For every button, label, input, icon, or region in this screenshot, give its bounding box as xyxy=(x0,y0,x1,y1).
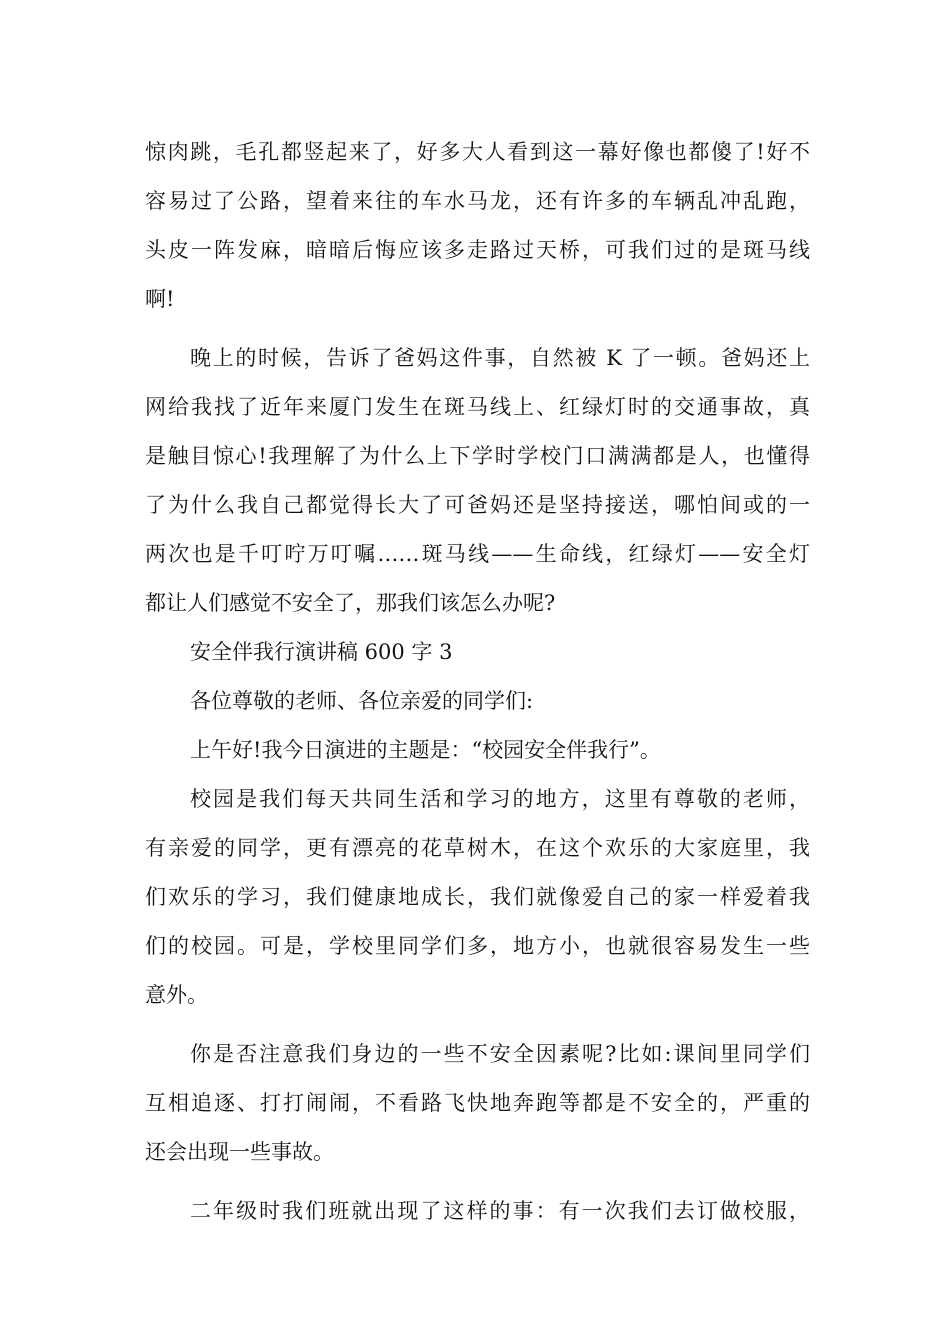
paragraph-line: 啊! xyxy=(145,287,175,311)
paragraph-line: 了为什么我自己都觉得长大了可爸妈还是坚持接送，哪怕间或的一 xyxy=(145,493,810,517)
paragraph-line: 惊肉跳，毛孔都竖起来了，好多大人看到这一幕好像也都傻了!好不 xyxy=(145,140,810,164)
paragraph-line: 还会出现一些事故。 xyxy=(145,1140,334,1164)
paragraph-line: 是触目惊心!我理解了为什么上下学时学校门口满满都是人，也懂得 xyxy=(145,444,810,468)
paragraph-line: 们欢乐的学习，我们健康地成长，我们就像爱自己的家一样爱着我 xyxy=(145,885,810,909)
section-heading: 安全伴我行演讲稿 600 字 3 xyxy=(190,640,453,664)
paragraph-line: 校园是我们每天共同生活和学习的地方，这里有尊敬的老师， xyxy=(190,787,810,811)
document-body xyxy=(145,128,810,1236)
paragraph-line: 二年级时我们班就出现了这样的事：有一次我们去订做校服， xyxy=(190,1199,810,1223)
greeting-line: 各位尊敬的老师、各位亲爱的同学们: xyxy=(190,689,534,713)
paragraph-line: 意外。 xyxy=(145,983,208,1007)
paragraph-line: 们的校园。可是，学校里同学们多，地方小，也就很容易发生一些 xyxy=(145,934,810,958)
paragraph-gap xyxy=(145,1177,810,1187)
paragraph-line: 有亲爱的同学，更有漂亮的花草树木，在这个欢乐的大家庭里，我 xyxy=(145,836,810,860)
paragraph-line: 晚上的时候，告诉了爸妈这件事，自然被 K 了一顿。爸妈还上 xyxy=(190,346,810,370)
paragraph-line: 两次也是千叮咛万叮嘱……斑马线——生命线，红绿灯——安全灯 xyxy=(145,542,810,566)
paragraph-line: 你是否注意我们身边的一些不安全因素呢?比如:课间里同学们 xyxy=(190,1042,810,1066)
paragraph-gap xyxy=(145,324,810,334)
paragraph-line: 网给我找了近年来厦门发生在斑马线上、红绿灯时的交通事故，真 xyxy=(145,395,810,419)
opening-line: 上午好!我今日演进的主题是：“校园安全伴我行”。 xyxy=(190,738,661,762)
paragraph-line: 头皮一阵发麻，暗暗后悔应该多走路过天桥，可我们过的是斑马线 xyxy=(145,238,810,262)
paragraph-line: 都让人们感觉不安全了，那我们该怎么办呢? xyxy=(145,591,556,615)
paragraph-gap xyxy=(145,1020,810,1030)
paragraph-line: 互相追逐、打打闹闹，不看路飞快地奔跑等都是不安全的，严重的 xyxy=(145,1091,810,1115)
paragraph-line: 容易过了公路，望着来往的车水马龙，还有许多的车辆乱冲乱跑， xyxy=(145,189,810,213)
